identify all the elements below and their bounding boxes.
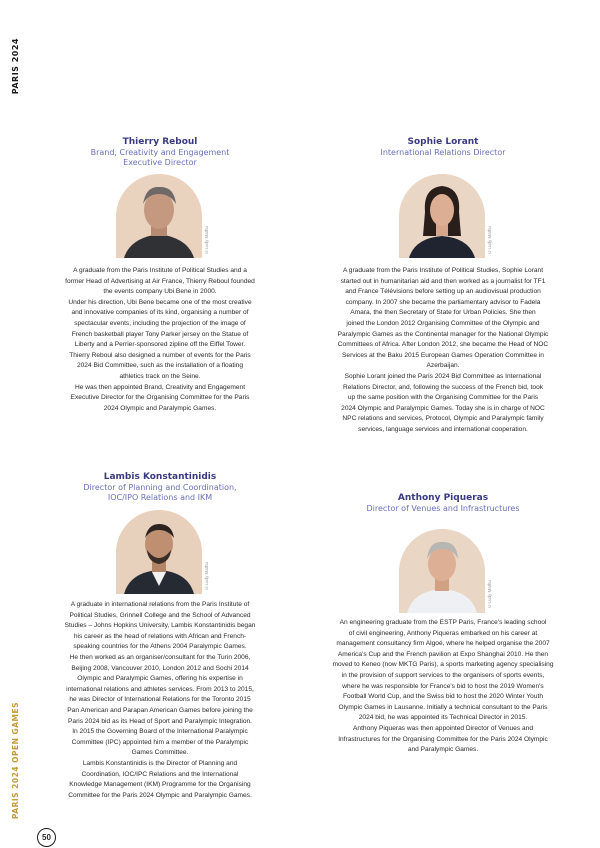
- profile-name: Lambis Konstantinidis: [103, 472, 217, 482]
- bio-line: A graduate from the Paris Institute of Political Studies, Sophie Lorant: [342, 267, 544, 274]
- bio-line: Pan American and Parapan American Games before joining the: [67, 706, 253, 714]
- profile-name: Sophie Lorant: [407, 137, 479, 147]
- bio-line: Thierry Reboul also designed a number of events for the Paris: [69, 351, 251, 359]
- portrait-photo: [399, 529, 485, 613]
- bio-line: Sophie Lorant joined the Paris 2024 Bid Committee as International: [344, 372, 542, 380]
- bio-line: speaking countries for the Athens 2004 Paralympic Games.: [73, 643, 247, 651]
- side-label-bottom-text: PARIS 2024 OPEN GAMES: [10, 702, 20, 820]
- profile-bio: [40, 600, 280, 801]
- portrait-photo: [399, 174, 485, 258]
- bio-line: America's Cup and the French pavilion at Expo Shanghai 2010. He then: [337, 650, 549, 658]
- bio-line: Relations Director, and, following the success of the French bid, took: [342, 383, 544, 391]
- profile-role-line: Director of Venues and Infrastructures: [366, 504, 520, 513]
- bio-line: athletics track on the Seine.: [119, 372, 201, 380]
- bio-line: Studies – Johns Hopkins University, Lambis Konstantinidis began: [64, 622, 256, 630]
- bio-line: 2024 Olympic and Paralympic Games. Today she is in charge of NOC: [341, 404, 545, 412]
- bio-line: Executive Director for the Organising Committee for the Paris: [70, 394, 250, 402]
- bio-line: Liberty and a Perrier-sponsored zipline off the Eiffel Tower.: [74, 341, 246, 349]
- bio-line: Committee (IPC) appointed him a member of the Paralympic: [71, 738, 249, 746]
- bio-line: Paris 2024 bid as its Head of Sport and Paralympic Integration.: [68, 717, 252, 725]
- bio-line: he was Director of International Relations for the Toronto 2015: [69, 696, 251, 704]
- profile-role-line: Director of Planning and Coordination,: [83, 483, 237, 492]
- profile-bio: [318, 618, 568, 756]
- bio-line: spectacular events, including the projection of the image of: [74, 319, 246, 327]
- bio-line: Under his direction, Ubi Bene became one of the most creative: [68, 298, 252, 306]
- bio-line: Paralympic Games as the Continental manager for the National Olympic: [337, 330, 549, 338]
- bio-line: 2024 bid, he was appointed its Technical Director in 2015.: [358, 714, 528, 722]
- bio-line: A graduate in international relations from the Paris Institute of: [70, 601, 250, 608]
- bio-line: NPC relations and services, Protocol, Olympic and Paralympic family: [342, 415, 544, 423]
- bio-line: 2024 Olympic and Paralympic Games.: [103, 404, 217, 412]
- bio-line: Committees of Africa. After London 2012, she became the Head of NOC: [337, 341, 549, 349]
- bio-line: 2024 Bid Committee, such as the installation of a floating: [76, 362, 244, 370]
- bio-line: Azerbaijan.: [426, 362, 460, 370]
- portrait-photo: [116, 174, 202, 258]
- bio-line: In 2015 the Governing Board of the International Paralympic: [72, 728, 248, 736]
- bio-line: He was then appointed Brand, Creativity and Engagement: [74, 383, 246, 391]
- bio-line: Lambis Konstantinidis is the Director of Planning and: [82, 759, 238, 767]
- bio-line: and France Télévisions before setting up an audiovisual production: [345, 288, 541, 296]
- bio-line: Anthony Piqueras was then appointed Director of Venues and: [353, 724, 533, 732]
- bio-line: and Paralympic Games.: [407, 746, 479, 754]
- profile-role-line: Executive Director: [123, 158, 197, 167]
- bio-line: Committee for the Paris 2024 Olympic and Paralympic Games.: [68, 791, 252, 799]
- profile-anthony-piqueras: [318, 493, 568, 514]
- bio-line: Coordination, IOC/IPC Relations and the International: [81, 770, 239, 778]
- bio-line: his career as the head of relations with African and French-: [73, 632, 247, 640]
- profile-bio: [318, 266, 568, 436]
- photo-credit: ©Ludy Mathu: [487, 580, 492, 609]
- bio-line: He then worked as an organiser/consultant for the Turin 2006,: [69, 653, 251, 661]
- profile-sophie-lorant: [318, 137, 568, 158]
- profile-name: Anthony Piqueras: [397, 493, 489, 503]
- bio-line: French basketball player Tony Parker jersey on the Statue of: [71, 330, 249, 338]
- bio-line: An engineering graduate from the ESTP Paris, France's leading school: [339, 619, 547, 626]
- bio-line: company. In 2007 she became the parliamentary advisor to Fadela: [345, 298, 541, 306]
- profile-bio: [40, 266, 280, 414]
- bio-line: up the same position with the Organising Committee for the Paris: [347, 394, 539, 402]
- bio-line: Knowledge Management (IKM) Programme for the Organising: [69, 781, 251, 789]
- bio-line: Games Committee.: [131, 749, 189, 757]
- side-label-top-text: PARIS 2024: [10, 38, 20, 95]
- bio-line: Political Studies, Grinnell College and the School of Advanced: [69, 611, 251, 619]
- profile-name: Thierry Reboul: [122, 137, 198, 147]
- profile-thierry-reboul: [40, 137, 280, 168]
- profile-role-line: Brand, Creativity and Engagement: [90, 148, 230, 157]
- bio-line: started out in humanitarian aid and then worked as a journalist for TF1: [340, 277, 546, 285]
- bio-line: where he was responsible for France's bid to host the 2019 Women's: [342, 682, 544, 690]
- page-number: 50: [37, 828, 56, 847]
- bio-line: Services at the Baku 2015 European Games Operation Committee in: [342, 351, 544, 359]
- photo-credit: ©Ludy Mathu: [487, 226, 492, 255]
- bio-line: moved to Keneo (now MKTG Paris), a sports marketing agency specialising: [332, 661, 554, 669]
- bio-line: management consultancy firm Algoé, where he helped organise the 2007: [336, 640, 550, 648]
- bio-line: Amara, the then Secretary of State for Urban Policies. She then: [350, 309, 536, 317]
- bio-line: A graduate from the Paris Institute of Political Studies and a: [73, 267, 247, 274]
- bio-line: Football World Cup, and the Swiss bid to host the 2020 Winter Youth: [342, 693, 543, 701]
- side-label-top: [4, 38, 26, 98]
- bio-line: in the provision of support services to the organisers of sports events,: [341, 671, 545, 679]
- bio-line: and innovative companies of its kind, organising a number of: [71, 309, 249, 317]
- portrait-photo: [116, 510, 202, 594]
- profile-role-line: International Relations Director: [380, 148, 506, 157]
- photo-credit: ©Ludy Mathu: [204, 226, 209, 255]
- side-label-bottom: [6, 702, 24, 832]
- profile-lambis-konstantinidis: [40, 472, 280, 503]
- bio-line: services, language services and international cooperation.: [358, 425, 528, 433]
- bio-line: of civil engineering, Anthony Piqueras embarked on his career at: [348, 629, 538, 637]
- bio-line: former Head of Advertising at Air France, Thierry Reboul founded: [65, 277, 255, 285]
- bio-line: Beijing 2008, Vancouver 2010, London 2012 and Sochi 2014: [71, 664, 249, 672]
- bio-line: Infrastructures for the Organising Committee for the Paris 2024 Olympic: [338, 735, 548, 743]
- profile-role-line: IOC/IPO Relations and IKM: [107, 493, 213, 502]
- photo-credit: ©Ludy Mathu: [204, 562, 209, 591]
- bio-line: joined the London 2012 Organising Committee of the Olympic and: [346, 319, 540, 327]
- bio-line: the events company Ubi Bene in 2000.: [103, 288, 217, 296]
- bio-line: international relations and athletes services. From 2013 to 2015,: [66, 685, 254, 693]
- bio-line: Olympic Games in Lausanne. Initially a technical consultant to the Paris: [338, 703, 548, 711]
- bio-line: Olympic and Paralympic Games, offering his expertise in: [77, 675, 243, 683]
